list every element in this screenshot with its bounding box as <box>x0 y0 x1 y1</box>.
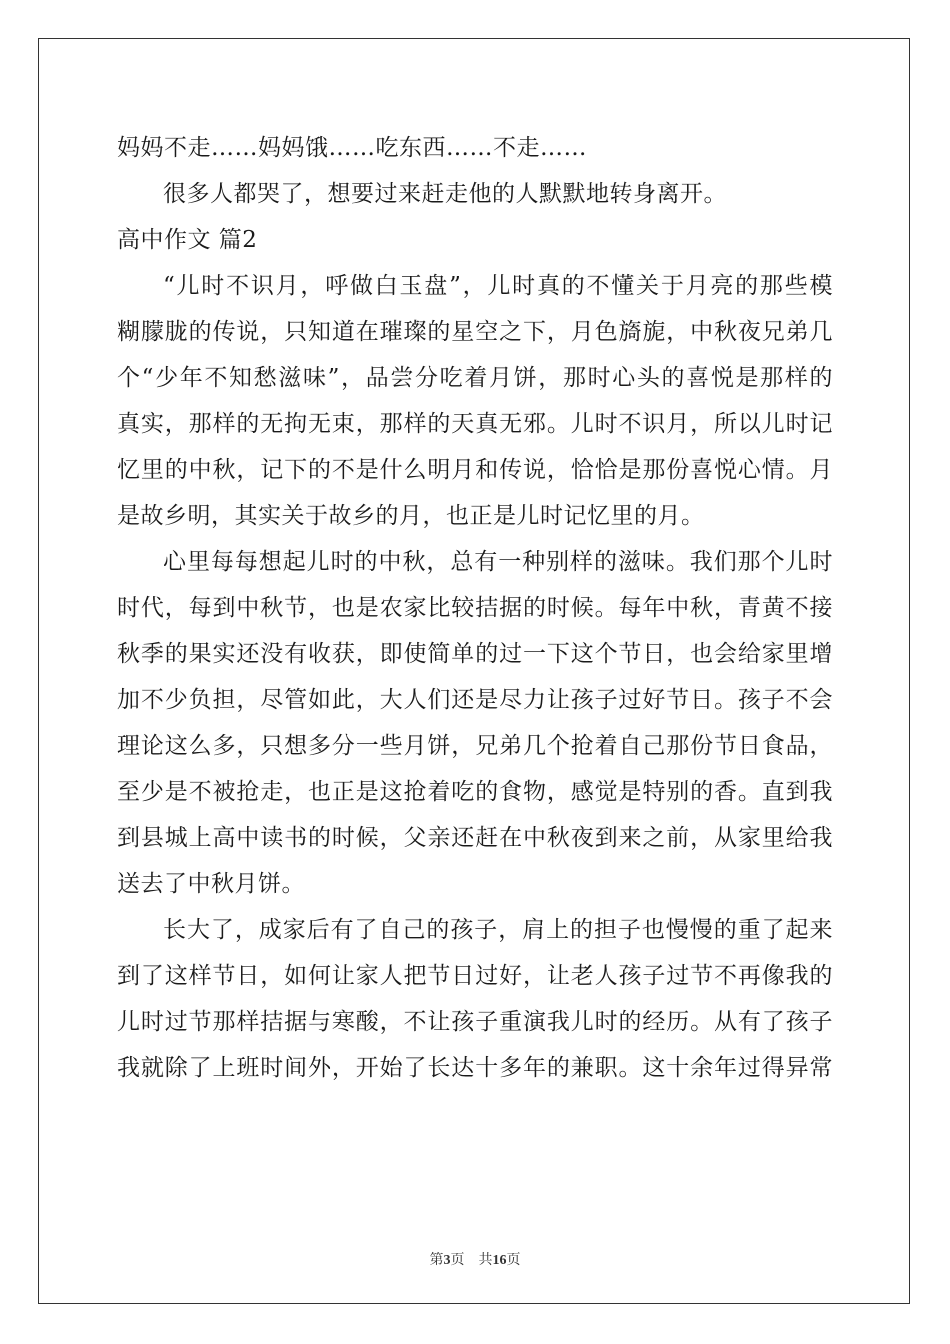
text-line: 长大了，成家后有了自己的孩子，肩上的担子也慢慢的重了起来 <box>163 917 833 943</box>
section-heading: 高中作文 篇2 <box>117 227 258 253</box>
page-footer <box>0 1249 950 1269</box>
text-line: 是故乡明，其实关于故乡的月，也正是儿时记忆里的月。 <box>117 503 705 529</box>
page-suffix: 页 <box>450 1253 465 1268</box>
text-line: 至少是不被抢走，也正是这抢着吃的食物，感觉是特别的香。直到我 <box>117 779 833 805</box>
text-line: 真实，那样的无拘无束，那样的天真无邪。儿时不识月，所以儿时记 <box>117 411 833 437</box>
text-line: 忆里的中秋，记下的不是什么明月和传说，恰恰是那份喜悦心情。月 <box>117 457 833 483</box>
text-line: 我就除了上班时间外，开始了长达十多年的兼职。这十余年过得异常 <box>117 1055 833 1081</box>
total-pages: 16 <box>492 1253 507 1268</box>
page-prefix: 第 <box>429 1253 444 1268</box>
page-number: 3 <box>443 1253 451 1268</box>
text-line: 秋季的果实还没有收获，即使简单的过一下这个节日，也会给家里增 <box>117 641 833 667</box>
text-line: 个“少年不知愁滋味”，品尝分吃着月饼，那时心头的喜悦是那样的 <box>117 365 833 391</box>
text-line: 心里每每想起儿时的中秋，总有一种别样的滋味。我们那个儿时 <box>163 549 833 575</box>
total-suffix: 页 <box>506 1253 521 1268</box>
text-line: 妈妈不走……妈妈饿……吃东西……不走…… <box>117 135 587 161</box>
text-line: “儿时不识月，呼做白玉盘”，儿时真的不懂关于月亮的那些模 <box>163 273 833 299</box>
text-line: 儿时过节那样拮据与寒酸，不让孩子重演我儿时的经历。从有了孩子 <box>117 1009 833 1035</box>
document-body <box>117 125 833 1091</box>
text-line: 到县城上高中读书的时候，父亲还赶在中秋夜到来之前，从家里给我 <box>117 825 833 851</box>
text-line: 到了这样节日，如何让家人把节日过好，让老人孩子过节不再像我的 <box>117 963 833 989</box>
text-line: 时代，每到中秋节，也是农家比较拮据的时候。每年中秋，青黄不接 <box>117 595 833 621</box>
text-line: 送去了中秋月饼。 <box>117 871 305 897</box>
text-line: 很多人都哭了，想要过来赶走他的人默默地转身离开。 <box>163 181 727 207</box>
text-line: 加不少负担，尽管如此，大人们还是尽力让孩子过好节日。孩子不会 <box>117 687 833 713</box>
total-prefix: 共 <box>478 1253 493 1268</box>
text-line: 理论这么多，只想多分一些月饼，兄弟几个抢着自己那份节日食品， <box>117 733 833 759</box>
text-line: 糊朦胧的传说，只知道在璀璨的星空之下，月色旖旎，中秋夜兄弟几 <box>117 319 833 345</box>
